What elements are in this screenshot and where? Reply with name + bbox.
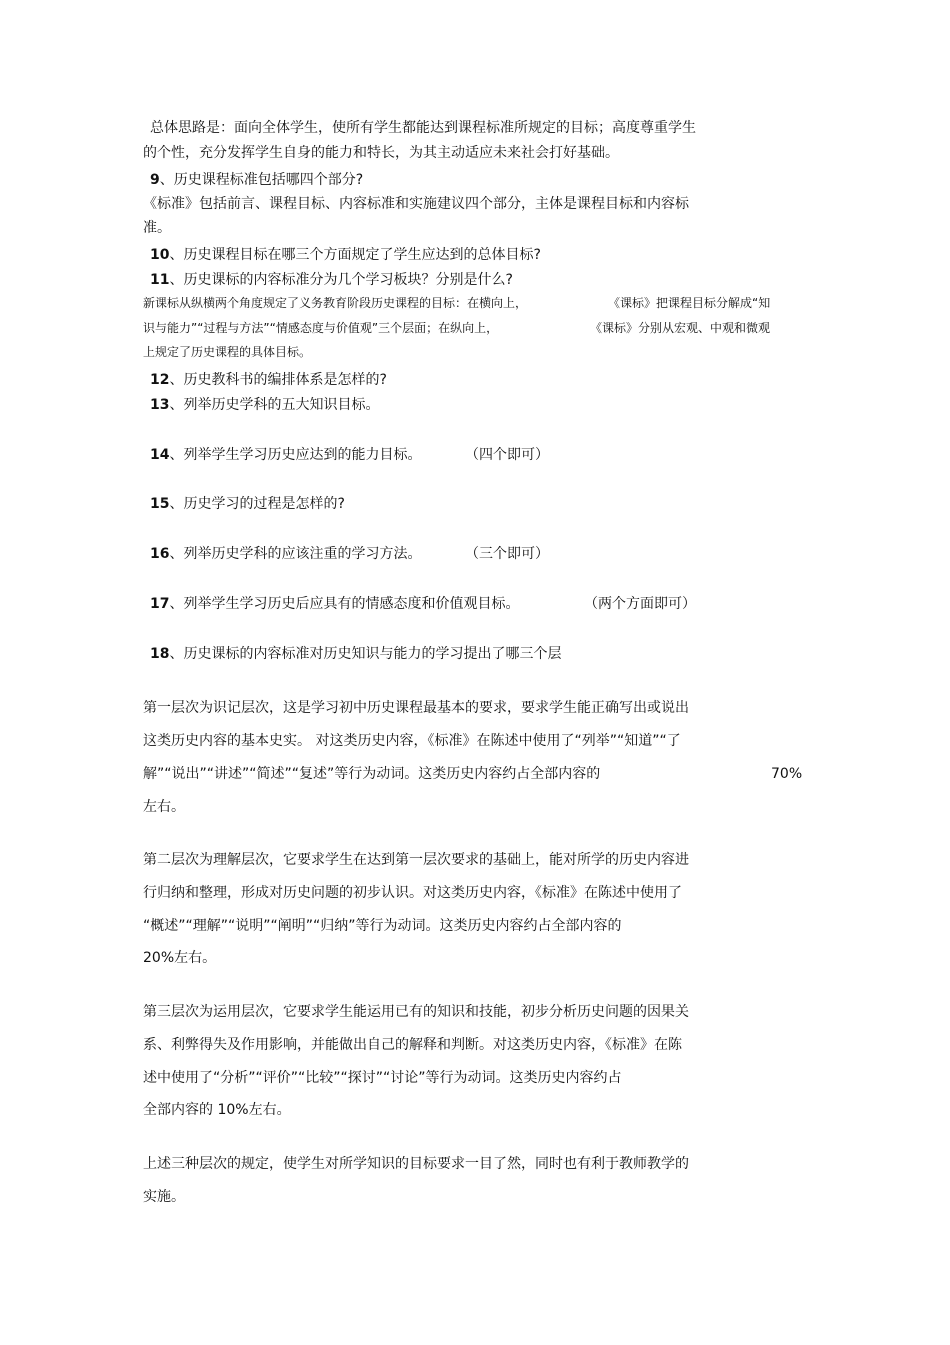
- question-15-text: 、历史学习的过程是怎样的?: [169, 496, 345, 512]
- level-1-line-2: 这类历史内容的基本史实。 对这类历史内容，《标准》在陈述中使用了“列举”“知道”“了: [143, 733, 681, 749]
- question-12-number: 12: [150, 372, 170, 388]
- question-18-text: 、历史课标的内容标准对历史知识与能力的学习提出了哪三个层: [169, 646, 562, 662]
- answer-11-line-1: [143, 293, 771, 313]
- question-12: [150, 370, 387, 390]
- question-14-number: 14: [150, 447, 170, 463]
- level-1-line-3: [143, 764, 803, 784]
- answer-11-line-2-part-a: 识与能力”“过程与方法”“情感态度与价值观”三个层面；在纵向上，: [143, 321, 499, 335]
- question-18-number: 18: [150, 646, 170, 662]
- question-16: [150, 544, 549, 564]
- level-3-line-2: 系、利弊得失及作用影响，并能做出自己的解释和判断。对这类历史内容，《标准》在陈: [143, 1037, 682, 1053]
- level-2-line-3: “概述”“理解”“说明”“阐明”“归纳”等行为动词。这类历史内容约占全部内容的: [143, 918, 622, 934]
- level-3-line-4: 全部内容的 10%左右。: [143, 1102, 291, 1118]
- level-2-line-1: 第二层次为理解层次，它要求学生在达到第一层次要求的基础上，能对所学的历史内容进: [143, 852, 689, 868]
- question-14: [150, 445, 549, 465]
- question-17-note: （两个方面即可）: [584, 596, 696, 612]
- question-18: [150, 644, 561, 664]
- question-13: [150, 395, 379, 415]
- question-13-number: 13: [150, 397, 170, 413]
- question-11-number: 11: [150, 272, 170, 288]
- question-10-text: 、历史课程目标在哪三个方面规定了学生应达到的总体目标?: [169, 247, 541, 263]
- answer-9-line-1: 《标准》包括前言、课程目标、内容标准和实施建议四个部分，主体是课程目标和内容标: [143, 196, 689, 212]
- level-2-line-2: 行归纳和整理，形成对历史问题的初步认识。对这类历史内容，《标准》在陈述中使用了: [143, 885, 682, 901]
- level-2-line-4: 20%左右。: [143, 950, 217, 966]
- question-15-number: 15: [150, 496, 170, 512]
- question-10: [150, 245, 541, 265]
- question-16-text: 、列举历史学科的应该注重的学习方法。: [169, 546, 422, 562]
- question-9: [150, 170, 363, 190]
- answer-9-line-2: 准。: [143, 220, 171, 236]
- question-17: [150, 594, 696, 614]
- answer-11-line-1-part-a: 新课标从纵横两个角度规定了义务教育阶段历史课程的目标：在横向上，: [143, 296, 528, 310]
- summary-line-2: 实施。: [143, 1189, 185, 1205]
- question-15: [150, 494, 345, 514]
- intro-line-2: 的个性，充分发挥学生自身的能力和特长，为其主动适应未来社会打好基础。: [143, 145, 619, 161]
- level-3-line-3: 述中使用了“分析”“评价”“比较”“探讨”“讨论”等行为动词。这类历史内容约占: [143, 1070, 622, 1086]
- question-10-number: 10: [150, 247, 170, 263]
- answer-11-line-2: [143, 318, 771, 338]
- answer-11-line-3: 上规定了历史课程的具体目标。: [143, 345, 312, 359]
- question-9-text: 、历史课程标准包括哪四个部分?: [159, 172, 364, 188]
- question-13-text: 、列举历史学科的五大知识目标。: [169, 397, 380, 413]
- question-9-number: 9: [150, 172, 160, 188]
- level-1-line-3-text: 解”“说出”“讲述”“简述”“复述”等行为动词。这类历史内容约占全部内容的: [143, 766, 601, 782]
- question-11: [150, 270, 513, 290]
- summary-line-1: 上述三种层次的规定，使学生对所学知识的目标要求一目了然，同时也有利于教师教学的: [143, 1156, 689, 1172]
- question-14-text: 、列举学生学习历史应达到的能力目标。: [169, 447, 422, 463]
- answer-11-line-1-part-b: 《课标》把课程目标分解成“知: [608, 296, 771, 310]
- level-1-line-1: 第一层次为识记层次，这是学习初中历史课程最基本的要求，要求学生能正确写出或说出: [143, 700, 689, 716]
- question-12-text: 、历史教科书的编排体系是怎样的?: [169, 372, 387, 388]
- level-3-line-1: 第三层次为运用层次，它要求学生能运用已有的知识和技能，初步分析历史问题的因果关: [143, 1004, 689, 1020]
- intro-line-1: 总体思路是：面向全体学生，使所有学生都能达到课程标准所规定的目标；高度尊重学生: [150, 120, 696, 136]
- question-11-text: 、历史课标的内容标准分为几个学习板块？分别是什么?: [169, 272, 513, 288]
- answer-11-line-2-part-b: 《课标》分别从宏观、中观和微观: [590, 321, 771, 335]
- question-17-text: 、列举学生学习历史后应具有的情感态度和价值观目标。: [169, 596, 520, 612]
- level-1-line-4: 左右。: [143, 799, 185, 815]
- question-16-number: 16: [150, 546, 170, 562]
- question-17-number: 17: [150, 596, 170, 612]
- question-16-note: （三个即可）: [465, 546, 549, 562]
- question-14-note: （四个即可）: [465, 447, 549, 463]
- level-1-percentage: 70%: [771, 766, 803, 782]
